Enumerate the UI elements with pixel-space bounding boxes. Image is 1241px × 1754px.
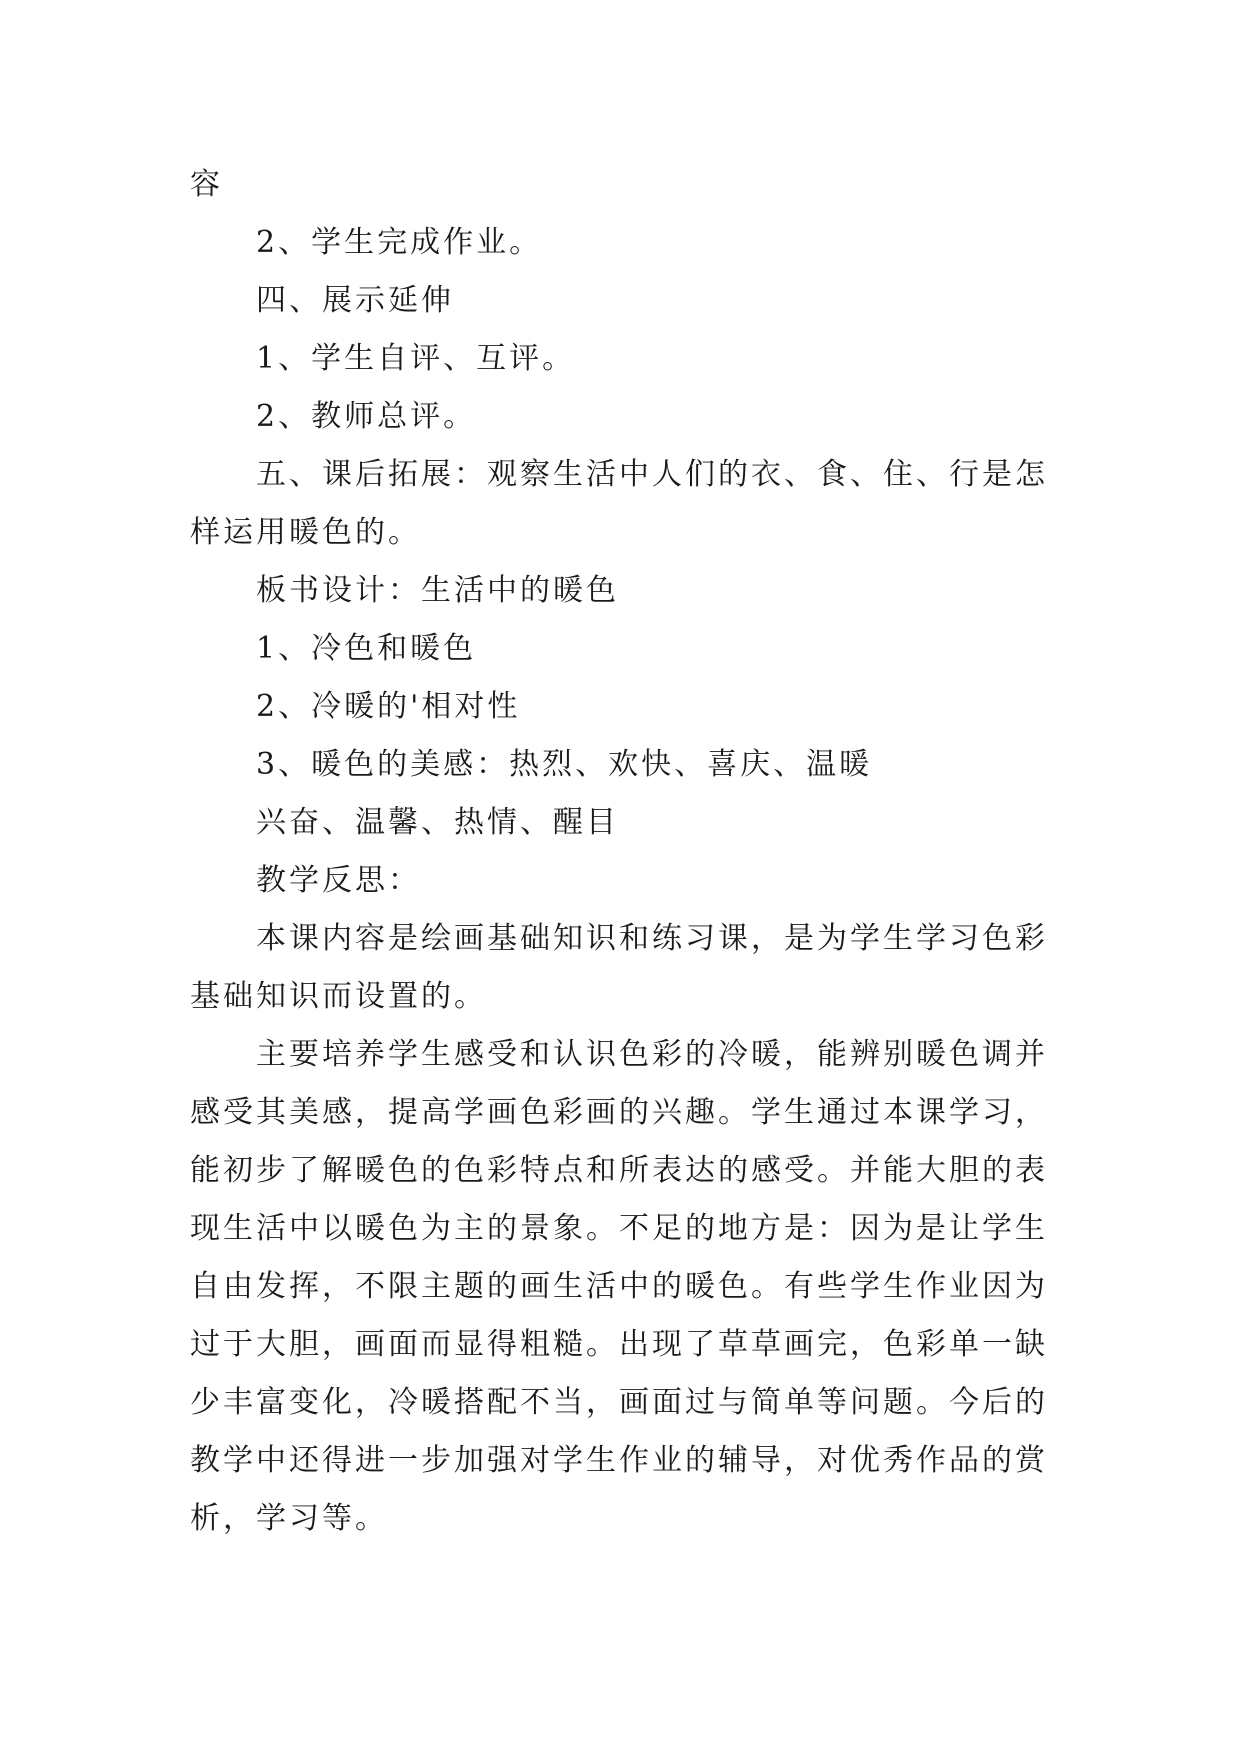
- text-line: 1、冷色和暖色: [256, 631, 477, 666]
- text-line: 析，学习等。: [190, 1501, 388, 1536]
- text-line: 1、学生自评、互评。: [256, 341, 576, 376]
- text-line: 自由发挥，不限主题的画生活中的暖色。有些学生作业因为: [190, 1269, 1048, 1304]
- text-line: 容: [190, 167, 223, 202]
- text-line: 板书设计：生活中的暖色: [256, 573, 619, 608]
- text-line: 少丰富变化，冷暖搭配不当，画面过与简单等问题。今后的: [190, 1385, 1048, 1420]
- text-line: 教学中还得进一步加强对学生作业的辅导，对优秀作品的赏: [190, 1443, 1048, 1478]
- text-line: 3、暖色的美感：热烈、欢快、喜庆、温暖: [256, 747, 873, 782]
- text-line: 基础知识而设置的。: [190, 979, 487, 1014]
- text-line: 现生活中以暖色为主的景象。不足的地方是：因为是让学生: [190, 1211, 1048, 1246]
- text-line: 2、学生完成作业。: [256, 225, 543, 260]
- text-line: 样运用暖色的。: [190, 515, 421, 550]
- text-line: 感受其美感，提高学画色彩画的兴趣。学生通过本课学习，: [190, 1095, 1048, 1130]
- text-line: 2、冷暖的'相对性: [256, 689, 521, 724]
- text-line: 主要培养学生感受和认识色彩的冷暖，能辨别暖色调并: [256, 1037, 1048, 1072]
- text-line: 教学反思：: [256, 863, 421, 898]
- text-line: 2、教师总评。: [256, 399, 477, 434]
- text-line: 过于大胆，画面而显得粗糙。出现了草草画完，色彩单一缺: [190, 1327, 1048, 1362]
- text-line: 本课内容是绘画基础知识和练习课，是为学生学习色彩: [256, 921, 1048, 956]
- text-line: 五、课后拓展：观察生活中人们的衣、食、住、行是怎: [256, 457, 1048, 492]
- text-line: 能初步了解暖色的色彩特点和所表达的感受。并能大胆的表: [190, 1153, 1048, 1188]
- text-line: 四、展示延伸: [256, 283, 454, 318]
- text-line: 兴奋、温馨、热情、醒目: [256, 805, 619, 840]
